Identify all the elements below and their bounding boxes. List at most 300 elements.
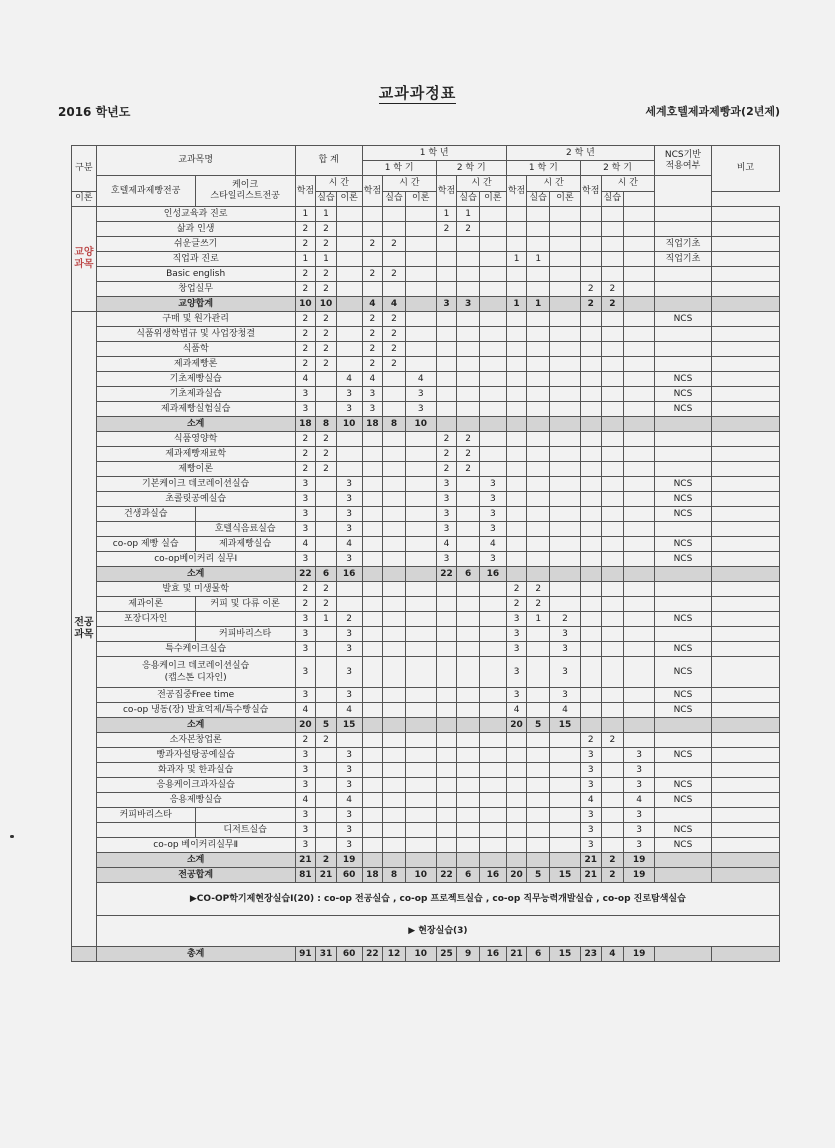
subtotal-value [506, 567, 527, 582]
subtotal-value [436, 853, 457, 868]
subtotal-value: 22 [436, 868, 457, 883]
field-practice-note: ▶ 현장실습(3) [96, 916, 779, 947]
value-cell [457, 733, 480, 748]
subtotal-row [72, 567, 780, 582]
value-cell [383, 492, 406, 507]
value-cell: 1 [295, 207, 316, 222]
value-cell: 2 [362, 327, 383, 342]
value-cell [624, 462, 655, 477]
value-cell [624, 357, 655, 372]
grand-total-value: 31 [316, 947, 337, 962]
value-cell [316, 778, 337, 793]
value-cell [362, 838, 383, 853]
header-y1-sem2: 2 학 기 [436, 161, 506, 176]
header-credit-y2s1: 학점 [506, 176, 527, 207]
value-cell [601, 552, 624, 567]
course-name [96, 657, 295, 688]
value-cell [580, 627, 601, 642]
cake-course-name [195, 612, 295, 627]
subtotal-value [550, 417, 581, 432]
subtotal-value [506, 853, 527, 868]
value-cell [479, 252, 506, 267]
course-row [72, 522, 780, 537]
value-cell: 2 [295, 282, 316, 297]
value-cell [527, 838, 550, 853]
value-cell: 2 [295, 222, 316, 237]
value-cell [436, 267, 457, 282]
value-cell [624, 447, 655, 462]
value-cell [457, 387, 480, 402]
subtotal-value: 8 [316, 417, 337, 432]
course-row [72, 432, 780, 447]
value-cell [457, 522, 480, 537]
subtotal-value: 8 [383, 417, 406, 432]
value-cell: 3 [506, 657, 527, 688]
value-cell [383, 778, 406, 793]
value-cell [457, 282, 480, 297]
value-cell [362, 222, 383, 237]
value-cell [405, 808, 436, 823]
value-cell [601, 642, 624, 657]
value-cell [527, 642, 550, 657]
value-cell [457, 267, 480, 282]
grand-total-value: 10 [405, 947, 436, 962]
value-cell [506, 357, 527, 372]
note-row [72, 916, 780, 947]
value-cell [624, 507, 655, 522]
remark-cell [711, 838, 779, 853]
value-cell [457, 642, 480, 657]
cake-course-name [195, 507, 295, 522]
hotel-course-name: 포장디자인 [96, 612, 195, 627]
value-cell [383, 703, 406, 718]
value-cell [506, 282, 527, 297]
value-cell [479, 447, 506, 462]
subtotal-value [436, 718, 457, 733]
value-cell: 2 [527, 597, 550, 612]
remark-cell [711, 312, 779, 327]
value-cell [383, 733, 406, 748]
subtotal-value [479, 417, 506, 432]
value-cell: 2 [316, 447, 337, 462]
value-cell [601, 703, 624, 718]
value-cell [550, 432, 581, 447]
value-cell [336, 252, 362, 267]
value-cell [601, 748, 624, 763]
value-cell [601, 477, 624, 492]
value-cell [362, 207, 383, 222]
value-cell [601, 823, 624, 838]
remark-cell [711, 537, 779, 552]
value-cell [336, 282, 362, 297]
value-cell [550, 207, 581, 222]
value-cell: 3 [479, 477, 506, 492]
value-cell [362, 507, 383, 522]
value-cell: 2 [316, 733, 337, 748]
subtotal-value: 2 [316, 853, 337, 868]
course-name-line1: 응용케이크 데코레이션실습 [142, 661, 250, 671]
value-cell: 3 [580, 823, 601, 838]
value-cell [436, 237, 457, 252]
value-cell [506, 823, 527, 838]
subtotal-value: 1 [527, 297, 550, 312]
value-cell [405, 552, 436, 567]
subtotal-value: 18 [362, 417, 383, 432]
value-cell [601, 462, 624, 477]
value-cell [316, 552, 337, 567]
subtotal-value [506, 417, 527, 432]
value-cell [362, 703, 383, 718]
value-cell: 3 [295, 522, 316, 537]
value-cell [601, 688, 624, 703]
value-cell [457, 357, 480, 372]
value-cell [601, 432, 624, 447]
value-cell [580, 372, 601, 387]
value-cell: 4 [295, 372, 316, 387]
value-cell [436, 357, 457, 372]
value-cell [527, 748, 550, 763]
value-cell [580, 432, 601, 447]
ncs-cell [655, 417, 712, 432]
value-cell [527, 477, 550, 492]
value-cell [580, 688, 601, 703]
value-cell: 2 [295, 327, 316, 342]
value-cell [550, 522, 581, 537]
remark-cell [711, 657, 779, 688]
value-cell [527, 447, 550, 462]
value-cell [436, 763, 457, 778]
value-cell [336, 222, 362, 237]
value-cell: 3 [479, 552, 506, 567]
course-row [72, 612, 780, 627]
value-cell: 3 [405, 402, 436, 417]
course-name: 제과제빵실험실습 [96, 402, 295, 417]
value-cell [316, 808, 337, 823]
value-cell: 2 [506, 597, 527, 612]
value-cell: 3 [295, 657, 316, 688]
value-cell [601, 252, 624, 267]
value-cell [527, 357, 550, 372]
value-cell: 2 [316, 222, 337, 237]
course-row [72, 597, 780, 612]
value-cell [405, 357, 436, 372]
value-cell [479, 267, 506, 282]
remark-cell [711, 733, 779, 748]
value-cell: 3 [550, 688, 581, 703]
value-cell [336, 597, 362, 612]
value-cell [506, 387, 527, 402]
hotel-course-name [96, 522, 195, 537]
coop-note: ▶CO-OP학기제현장실습Ⅰ(20) : co-op 전공실습 , co-op 프로젝트실습 , co-op 직무능력개발실습 , co-op 진로탐색실습 [96, 883, 779, 916]
value-cell [601, 582, 624, 597]
subtotal-value [527, 567, 550, 582]
value-cell: 3 [580, 778, 601, 793]
value-cell [457, 793, 480, 808]
value-cell: 3 [436, 522, 457, 537]
ncs-cell: NCS [655, 838, 712, 853]
course-name: 응용케이크과자실습 [96, 778, 295, 793]
value-cell [436, 657, 457, 688]
subtotal-value: 20 [506, 868, 527, 883]
course-row [72, 778, 780, 793]
subtotal-value: 8 [383, 868, 406, 883]
value-cell [601, 657, 624, 688]
header-remark: 비고 [711, 146, 779, 192]
value-cell [336, 733, 362, 748]
subtotal-value: 10 [336, 417, 362, 432]
subtotal-value: 81 [295, 868, 316, 883]
header-year1: 1 학 년 [362, 146, 506, 161]
value-cell: 2 [295, 267, 316, 282]
value-cell: 3 [295, 688, 316, 703]
course-row [72, 642, 780, 657]
value-cell [550, 447, 581, 462]
value-cell [624, 537, 655, 552]
subtotal-value [405, 853, 436, 868]
value-cell [362, 477, 383, 492]
value-cell [405, 642, 436, 657]
course-name: 제빵이론 [96, 462, 295, 477]
value-cell [527, 733, 550, 748]
grand-total-value: 91 [295, 947, 316, 962]
value-cell [479, 612, 506, 627]
value-cell [383, 252, 406, 267]
value-cell: 3 [624, 748, 655, 763]
course-name: 식품영양학 [96, 432, 295, 447]
course-row [72, 492, 780, 507]
value-cell [362, 642, 383, 657]
value-cell: 2 [316, 582, 337, 597]
value-cell: 2 [316, 342, 337, 357]
value-cell [457, 582, 480, 597]
value-cell: 4 [580, 793, 601, 808]
value-cell [479, 312, 506, 327]
value-cell: 3 [336, 763, 362, 778]
header-cake-track: 케이크 스타일리스트전공 [195, 176, 295, 207]
grand-total-row [72, 947, 780, 962]
value-cell [506, 838, 527, 853]
value-cell [506, 432, 527, 447]
value-cell [405, 342, 436, 357]
hotel-course-name: co-op 제빵 실습 [96, 537, 195, 552]
header-credit-y2s2: 학점 [580, 176, 601, 207]
value-cell [580, 252, 601, 267]
value-cell [527, 808, 550, 823]
value-cell [457, 537, 480, 552]
value-cell [601, 537, 624, 552]
ncs-cell: 직업기초 [655, 252, 712, 267]
subtotal-value: 10 [405, 868, 436, 883]
value-cell: 2 [316, 597, 337, 612]
value-cell: 3 [436, 507, 457, 522]
ncs-cell: NCS [655, 748, 712, 763]
value-cell: 3 [295, 477, 316, 492]
value-cell [624, 642, 655, 657]
value-cell [527, 387, 550, 402]
value-cell [527, 552, 550, 567]
value-cell [405, 582, 436, 597]
value-cell: 3 [405, 387, 436, 402]
value-cell [550, 252, 581, 267]
value-cell [436, 402, 457, 417]
value-cell [362, 552, 383, 567]
value-cell [506, 537, 527, 552]
value-cell [405, 703, 436, 718]
value-cell [624, 597, 655, 612]
value-cell [383, 462, 406, 477]
value-cell [601, 357, 624, 372]
value-cell [457, 372, 480, 387]
course-row [72, 372, 780, 387]
subtotal-value: 10 [316, 297, 337, 312]
value-cell [580, 402, 601, 417]
value-cell [405, 282, 436, 297]
course-row [72, 267, 780, 282]
ncs-cell [655, 733, 712, 748]
value-cell [436, 838, 457, 853]
course-name: 기본케이크 데코레이션실습 [96, 477, 295, 492]
value-cell: 3 [479, 492, 506, 507]
ncs-cell: NCS [655, 387, 712, 402]
value-cell [527, 688, 550, 703]
value-cell [362, 582, 383, 597]
value-cell [362, 627, 383, 642]
course-name: 빵과자설탕공예실습 [96, 748, 295, 763]
value-cell [506, 372, 527, 387]
remark-cell [711, 748, 779, 763]
course-name: 창업실무 [96, 282, 295, 297]
value-cell [580, 267, 601, 282]
value-cell [550, 823, 581, 838]
value-cell [550, 372, 581, 387]
value-cell [457, 597, 480, 612]
value-cell [405, 522, 436, 537]
value-cell [362, 537, 383, 552]
value-cell [601, 327, 624, 342]
course-row [72, 447, 780, 462]
grand-total-value: 6 [527, 947, 550, 962]
value-cell [383, 372, 406, 387]
cake-course-name [195, 808, 295, 823]
ncs-cell: NCS [655, 372, 712, 387]
value-cell [457, 477, 480, 492]
value-cell: 2 [362, 237, 383, 252]
value-cell: 2 [295, 312, 316, 327]
value-cell [362, 733, 383, 748]
header-hours-y1s1: 시 간 [383, 176, 437, 192]
subtotal-label: 소계 [96, 853, 295, 868]
value-cell [580, 207, 601, 222]
value-cell [479, 808, 506, 823]
grand-total-blank [72, 947, 97, 962]
subtotal-value [527, 417, 550, 432]
remark-cell [711, 567, 779, 582]
value-cell [506, 778, 527, 793]
subtotal-label: 전공합계 [96, 868, 295, 883]
subtotal-value [580, 567, 601, 582]
remark-cell [711, 432, 779, 447]
value-cell [362, 447, 383, 462]
subtotal-value: 19 [624, 868, 655, 883]
academic-year: 2016 학년도 [58, 105, 131, 119]
grand-total-value: 15 [550, 947, 581, 962]
value-cell [601, 222, 624, 237]
value-cell: 2 [316, 267, 337, 282]
value-cell [436, 612, 457, 627]
ncs-cell [655, 357, 712, 372]
subtotal-value: 19 [624, 853, 655, 868]
value-cell [479, 237, 506, 252]
value-cell [506, 763, 527, 778]
header-credit-y1s2: 학점 [436, 176, 457, 207]
remark-cell [711, 267, 779, 282]
header-practice-total: 실습 [316, 191, 337, 207]
subtotal-value: 16 [479, 868, 506, 883]
value-cell: 3 [624, 763, 655, 778]
value-cell [405, 657, 436, 688]
course-name: 초콜릿공예실습 [96, 492, 295, 507]
hotel-course-name: 건생과실습 [96, 507, 195, 522]
hotel-course-name [96, 823, 195, 838]
value-cell: 4 [336, 372, 362, 387]
value-cell [316, 642, 337, 657]
course-name: 발효 및 미생물학 [96, 582, 295, 597]
value-cell [527, 703, 550, 718]
subtotal-label: 소계 [96, 417, 295, 432]
remark-cell [711, 868, 779, 883]
header-practice-y1s2: 실습 [457, 191, 480, 207]
subtotal-value [624, 567, 655, 582]
value-cell [405, 207, 436, 222]
value-cell [316, 703, 337, 718]
header-theory-y1s2: 이론 [405, 191, 436, 207]
value-cell [506, 207, 527, 222]
remark-cell [711, 207, 779, 222]
remark-cell [711, 763, 779, 778]
course-row [72, 207, 780, 222]
grand-total-label: 총계 [96, 947, 295, 962]
course-row [72, 838, 780, 853]
value-cell [457, 612, 480, 627]
course-row [72, 688, 780, 703]
remark-cell [711, 222, 779, 237]
value-cell [457, 838, 480, 853]
value-cell [316, 763, 337, 778]
value-cell [624, 582, 655, 597]
value-cell [624, 552, 655, 567]
value-cell: 1 [436, 207, 457, 222]
value-cell: 4 [550, 703, 581, 718]
value-cell: 3 [295, 612, 316, 627]
value-cell [362, 793, 383, 808]
value-cell: 3 [436, 552, 457, 567]
cake-course-name: 커피바리스타 [195, 627, 295, 642]
value-cell: 1 [316, 252, 337, 267]
course-row [72, 537, 780, 552]
value-cell [316, 823, 337, 838]
value-cell: 2 [316, 282, 337, 297]
value-cell [362, 823, 383, 838]
value-cell: 3 [580, 838, 601, 853]
value-cell: 2 [383, 237, 406, 252]
subtotal-value: 10 [405, 417, 436, 432]
value-cell [527, 207, 550, 222]
remark-cell [711, 252, 779, 267]
value-cell [405, 432, 436, 447]
value-cell [624, 372, 655, 387]
value-cell [479, 387, 506, 402]
subtotal-value [383, 853, 406, 868]
